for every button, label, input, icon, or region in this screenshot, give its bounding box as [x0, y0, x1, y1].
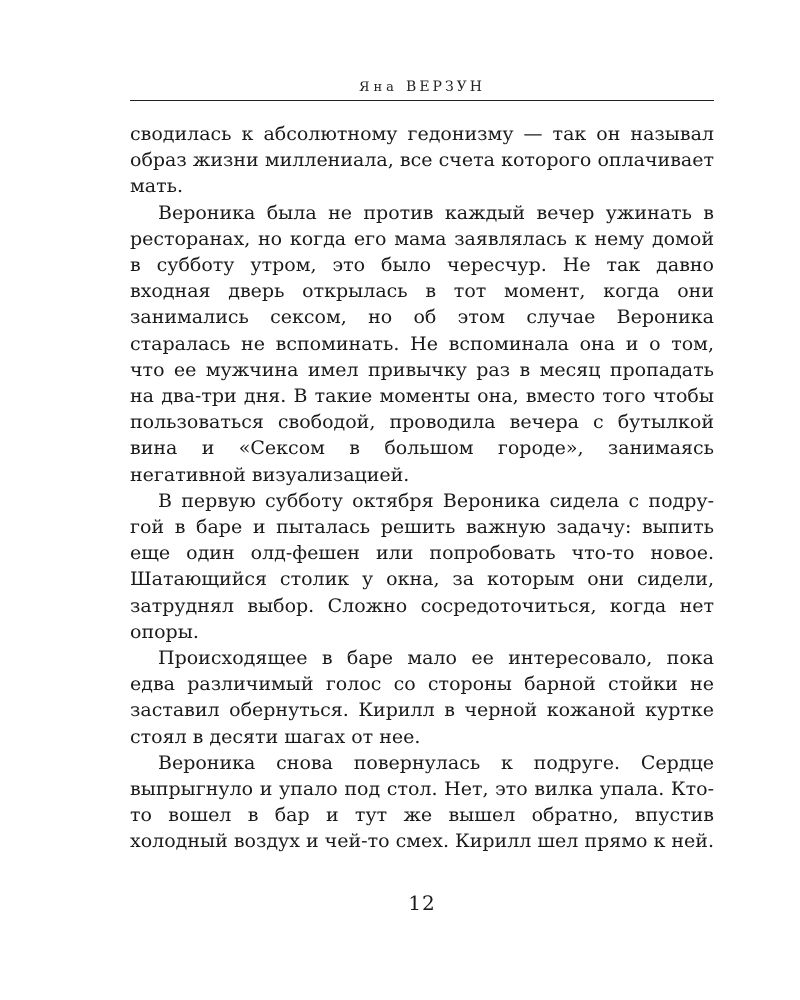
- running-head-author-last: ВЕРЗУН: [406, 79, 486, 95]
- page-number: 12: [408, 891, 436, 915]
- header-rule: [130, 100, 714, 101]
- paragraph-1: сводилась к абсолютному гедонизму — так он называл образ жизни миллениала, все счета которого оплачивает мать.: [130, 123, 714, 198]
- running-head: [130, 79, 714, 95]
- paragraph-3: В первую субботу октября Вероника сидела с подругой в баре и пыталась решить важную задачу: выпить еще один олд-фешен или попробовать что-то новое. Шатающийся столик у окна, за которым они сидели, затруднял выбор. Сложно сосредоточиться, когда нет опоры.: [130, 489, 714, 643]
- body-text: [130, 121, 714, 855]
- paragraph-5: Вероника снова повернулась к подруге. Сердце выпрыгнуло и упало под стол. Нет, это вилка упала. Кто-то вошел в бар и тут же вышел обратно, впустив холодный воздух и чей-то смех. Кирилл шел прямо к ней.: [130, 751, 715, 853]
- paragraph-4: Происходящее в баре мало ее интересовало, пока едва различимый голос со стороны барной стойки не заставил обернуться. Кирилл в черной кожаной куртке стоял в десяти шагах от нее.: [130, 647, 714, 748]
- paragraph-2: Вероника была не против каждый вечер ужинать в ресторанах, но когда его мама заявлялась к нему домой в субботу утром, это было чересчур. Не так давно входная дверь открылась в тот момент, когда они занимались сексом, но об этом случае Вероника старалась не вспоминать. Не вспоминала она и о том, что ее мужчина имел привычку раз в месяц пропадать на два-три дня. В такие моменты она, вместо того чтобы пользоваться свободой, проводила вечера с бутылкой вина и «Сексом в большом городе», занимаясь негативной визуализацией.: [130, 201, 714, 486]
- running-head-author-first: Яна: [358, 80, 398, 95]
